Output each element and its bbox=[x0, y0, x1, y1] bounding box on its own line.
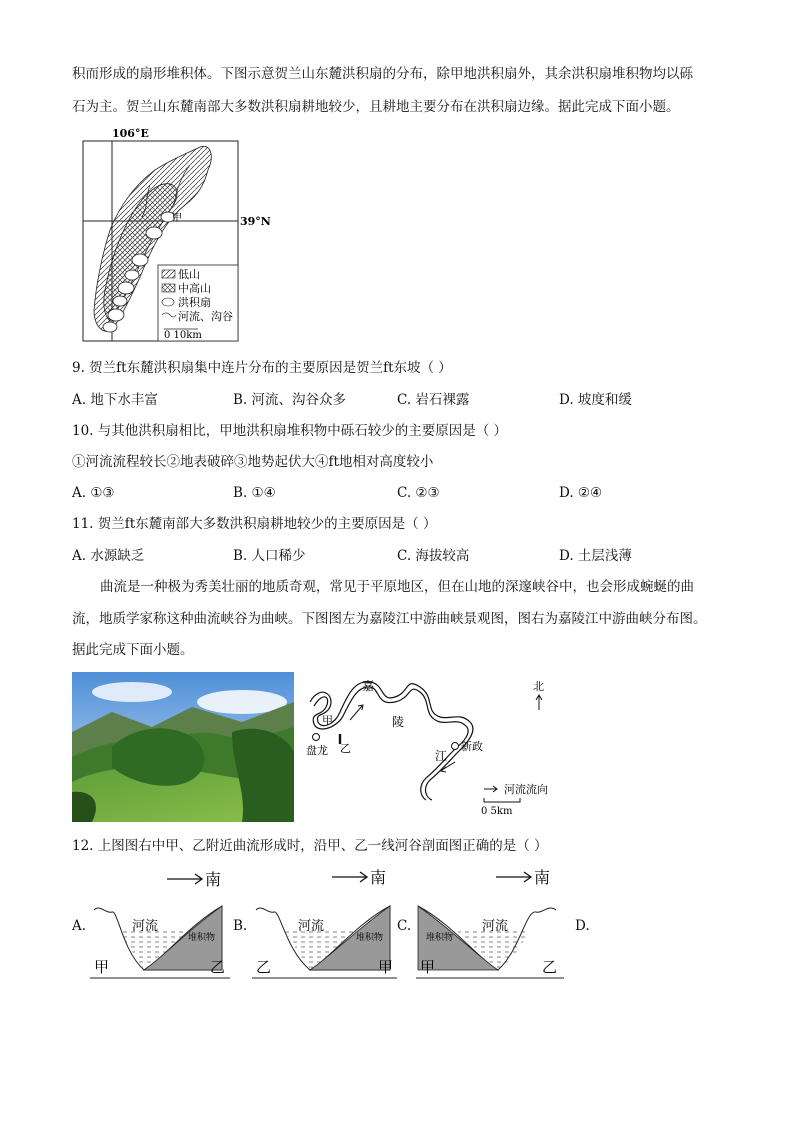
svg-text:河流: 河流 bbox=[132, 919, 159, 934]
river-char-jiang: 江 bbox=[435, 749, 448, 763]
point-yi: 乙 bbox=[340, 742, 351, 755]
intro1-line2: 石为主。贺兰山东麓南部大多数洪积扇耕地较少，且耕地主要分布在洪积扇边缘。据此完成下面小题。 bbox=[72, 99, 680, 115]
q10-option-d[interactable]: D. ②④ bbox=[559, 485, 603, 501]
north-label: 北 bbox=[533, 680, 544, 693]
q11-option-a[interactable]: A. 水源缺乏 bbox=[72, 548, 145, 564]
profile-c-left: 甲 bbox=[420, 958, 436, 976]
q10-option-c[interactable]: C. ②③ bbox=[397, 485, 440, 501]
river-char-ling: 陵 bbox=[392, 715, 405, 729]
intro2-line2: 流，地质学家称这种曲流峡谷为曲峡。下图图左为嘉陵江中游曲峡景观图，图右为嘉陵江中游曲峡分布图。 bbox=[72, 611, 707, 627]
flow-arrow-icon bbox=[484, 786, 497, 792]
q9-option-d[interactable]: D. 坡度和缓 bbox=[559, 392, 632, 408]
q12-option-b[interactable]: B. bbox=[233, 918, 248, 934]
profile-a bbox=[90, 900, 230, 982]
svg-text:堆积物: 堆积物 bbox=[188, 933, 216, 943]
svg-text:南: 南 bbox=[205, 870, 222, 889]
intro2-line3: 据此完成下面小题。 bbox=[72, 642, 194, 658]
direction-c bbox=[494, 866, 584, 894]
svg-text:堆积物: 堆积物 bbox=[426, 933, 454, 943]
profile-a-right: 乙 bbox=[210, 958, 226, 976]
svg-text:南: 南 bbox=[534, 868, 551, 887]
lat-label: 39°N bbox=[240, 215, 271, 228]
q9-stem: 9. 贺兰ft东麓洪积扇集中连片分布的主要原因是贺兰ft东坡（ ） bbox=[72, 360, 452, 376]
q12-option-c[interactable]: C. bbox=[397, 918, 412, 934]
svg-text:堆积物: 堆积物 bbox=[356, 933, 384, 943]
q12-stem: 12. 上图图右中甲、乙附近曲流形成时，沿甲、乙一线河谷剖面图正确的是（ ） bbox=[72, 838, 548, 854]
profile-b-left: 乙 bbox=[256, 958, 272, 976]
legend-river: 河流、沟谷 bbox=[178, 310, 233, 323]
helan-fan-map bbox=[80, 125, 280, 347]
map2-scale: 0 5km bbox=[481, 806, 513, 817]
river-char-jia: 嘉 bbox=[362, 679, 375, 693]
lon-label: 106°E bbox=[112, 127, 149, 140]
direction-a bbox=[165, 868, 255, 896]
point-jia: 甲 bbox=[322, 714, 333, 727]
legend-alluvial-fan: 洪积扇 bbox=[178, 296, 211, 309]
q11-option-c[interactable]: C. 海拔较高 bbox=[397, 548, 470, 564]
profile-c-right: 乙 bbox=[542, 958, 558, 976]
q10-items: ①河流流程较长②地表破碎③地势起伏大④ft地相对高度较小 bbox=[72, 454, 434, 470]
svg-text:南: 南 bbox=[370, 868, 387, 887]
q9-option-a[interactable]: A. 地下水丰富 bbox=[72, 392, 158, 408]
q9-option-c[interactable]: C. 岩石裸露 bbox=[397, 392, 470, 408]
q12-option-a[interactable]: A. bbox=[72, 918, 87, 934]
q9-option-b[interactable]: B. 河流、沟谷众多 bbox=[233, 392, 347, 408]
north-arrow-icon bbox=[536, 695, 542, 710]
intro2-line1: 曲流是一种极为秀美壮丽的地质奇观，常见于平原地区，但在山地的深邃峡谷中，也会形成蜿蜒的曲 bbox=[100, 579, 694, 595]
town-xinzheng: 新政 bbox=[461, 740, 483, 753]
jia-label: 甲 bbox=[172, 213, 182, 224]
profile-a-left: 甲 bbox=[94, 958, 110, 976]
profile-b bbox=[252, 900, 397, 982]
legend-mid-high-mountain: 中高山 bbox=[178, 282, 211, 295]
svg-text:河流: 河流 bbox=[298, 919, 325, 934]
legend-low-mountain: 低山 bbox=[178, 268, 200, 281]
canyon-photo bbox=[72, 672, 294, 822]
flow-legend: 河流流向 bbox=[504, 783, 548, 796]
q10-stem: 10. 与其他洪积扇相比，甲地洪积扇堆积物中砾石较少的主要原因是（ ） bbox=[72, 423, 508, 439]
q11-option-b[interactable]: B. 人口稀少 bbox=[233, 548, 306, 564]
direction-b bbox=[330, 866, 420, 894]
q10-option-a[interactable]: A. ①③ bbox=[72, 485, 115, 501]
town-panlong: 盘龙 bbox=[306, 744, 328, 757]
q12-option-d[interactable]: D. bbox=[575, 918, 590, 934]
q10-option-b[interactable]: B. ①④ bbox=[233, 485, 276, 501]
profile-b-right: 甲 bbox=[378, 958, 394, 976]
jialing-map bbox=[300, 672, 580, 822]
svg-text:河流: 河流 bbox=[482, 919, 509, 934]
scale-bar: 0 10km bbox=[164, 330, 202, 341]
profile-c bbox=[416, 900, 564, 982]
q11-stem: 11. 贺兰ft东麓南部大多数洪积扇耕地较少的主要原因是（ ） bbox=[72, 516, 437, 532]
q11-option-d[interactable]: D. 土层浅薄 bbox=[559, 548, 632, 564]
intro1-line1: 积而形成的扇形堆积体。下图示意贺兰山东麓洪积扇的分布，除甲地洪积扇外，其余洪积扇堆积物均以砾 bbox=[72, 66, 693, 82]
